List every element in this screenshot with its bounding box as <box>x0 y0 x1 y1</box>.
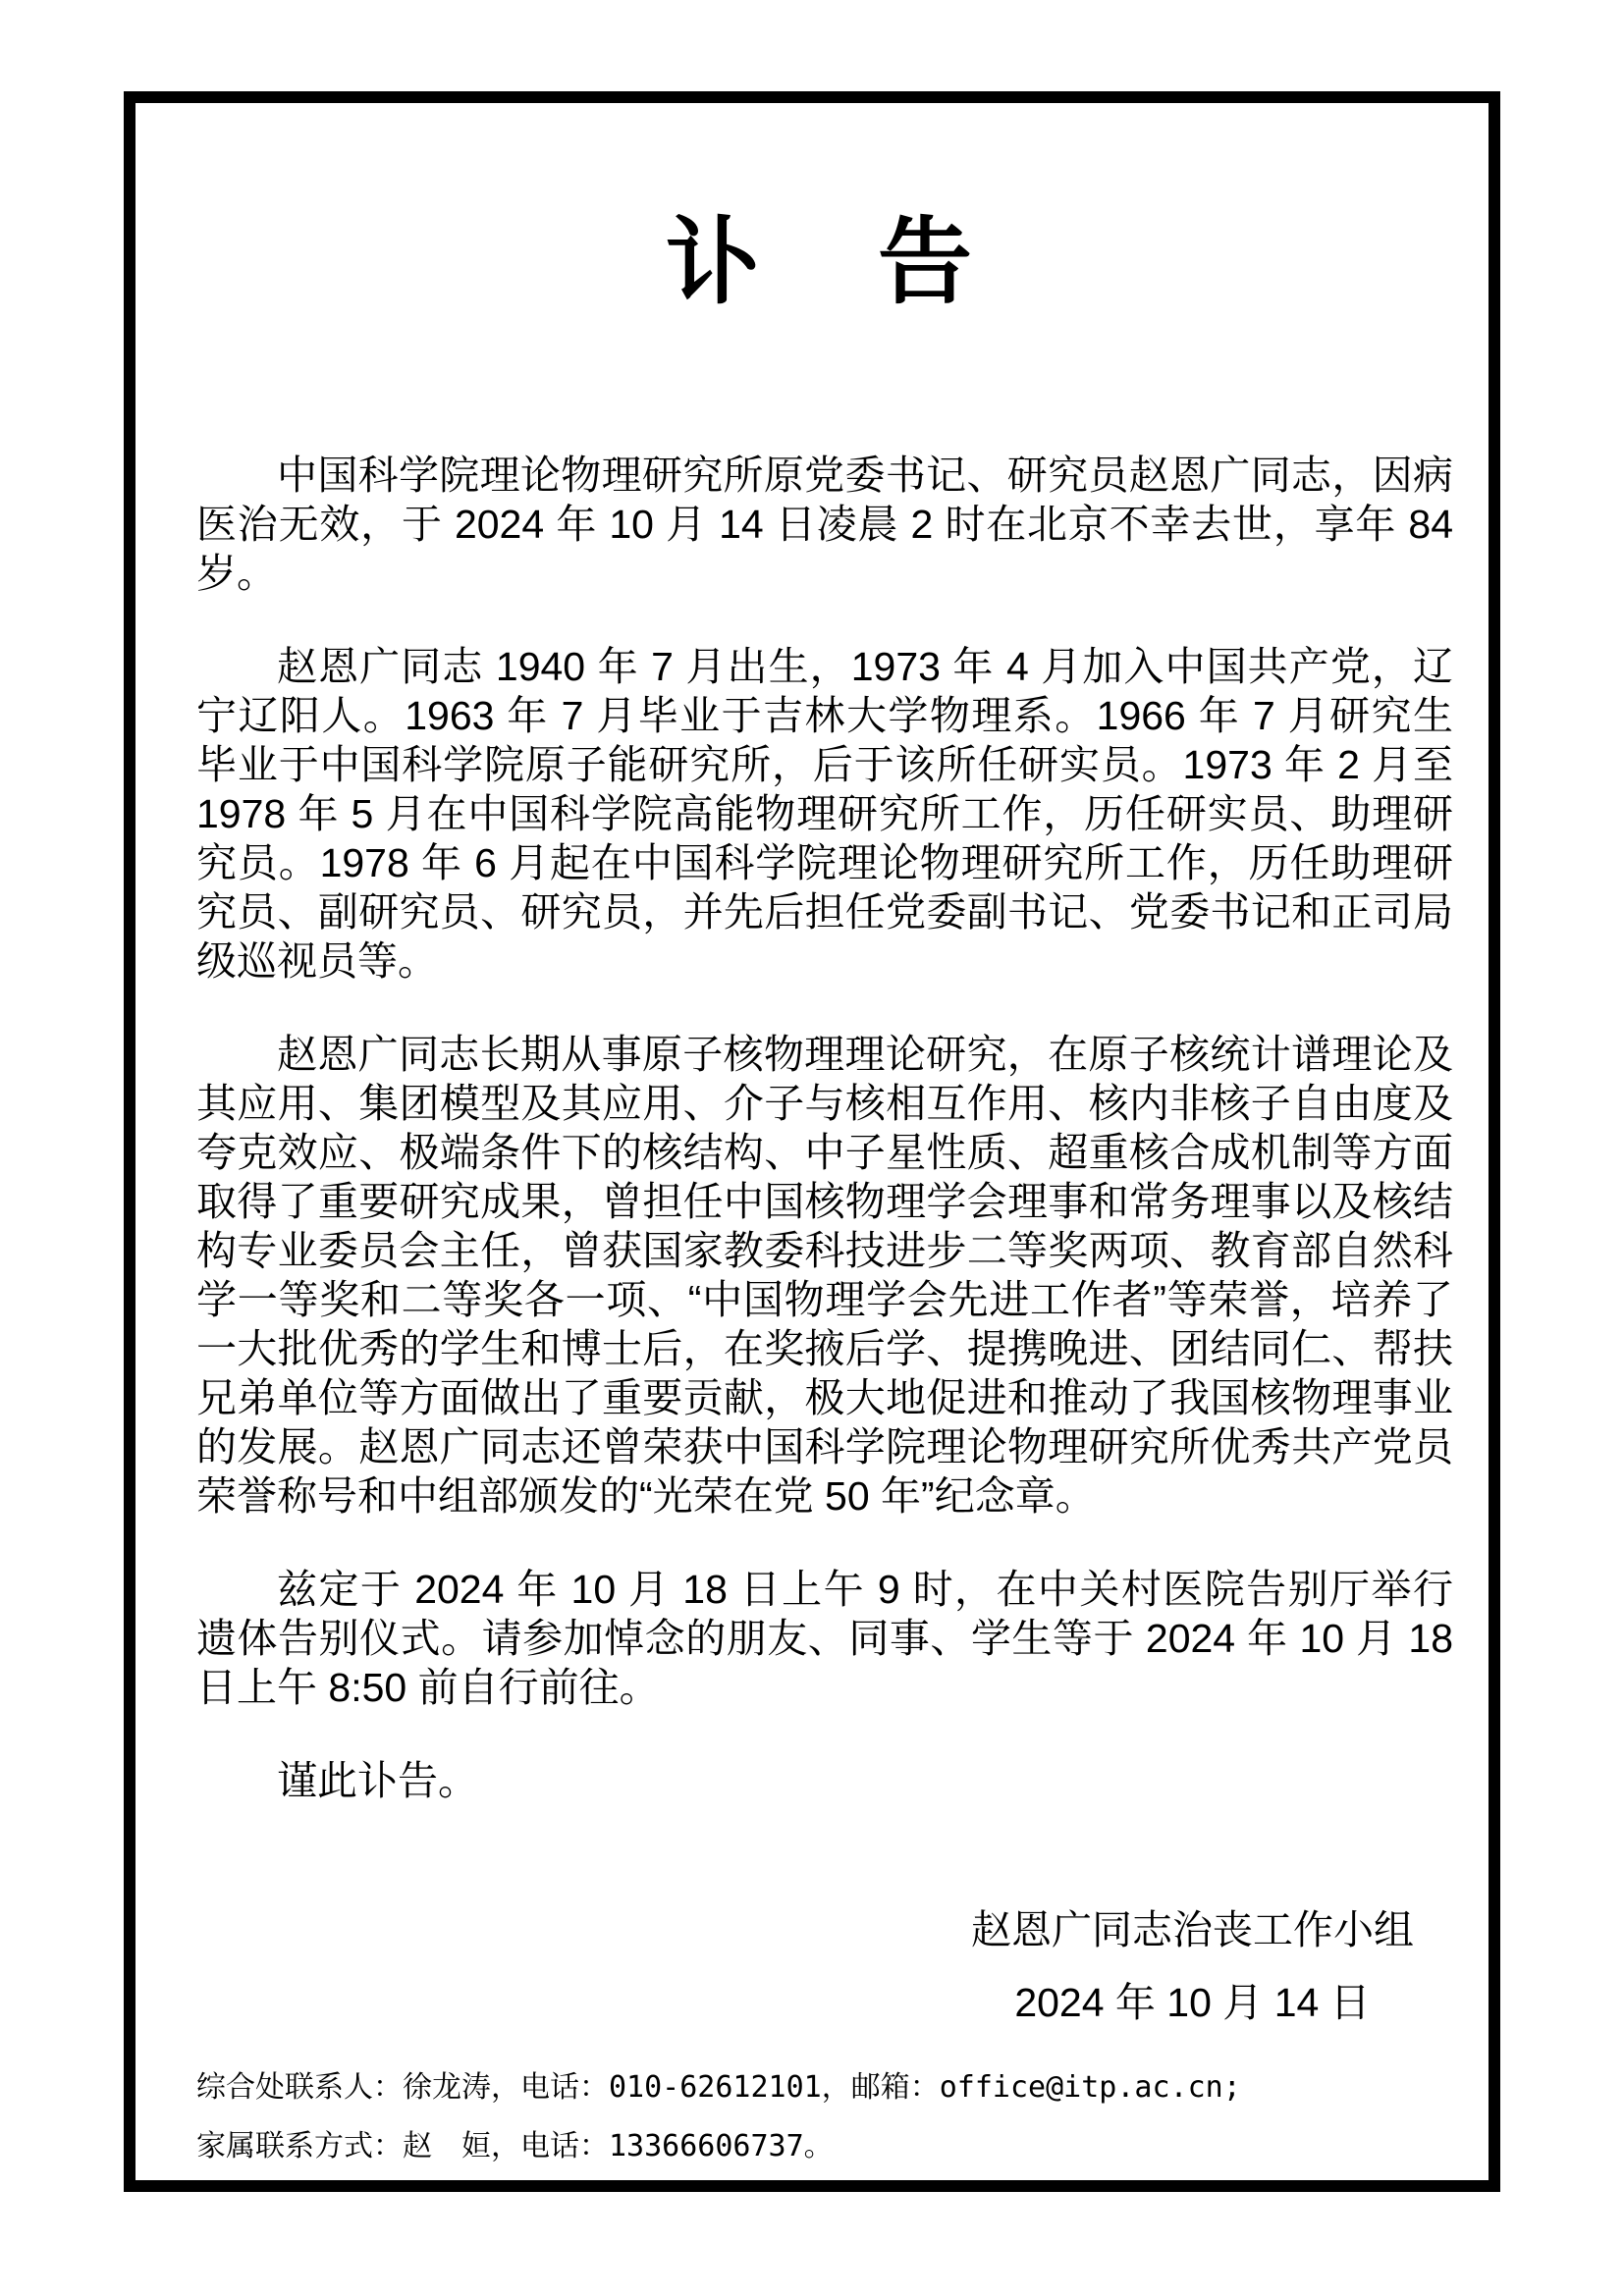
signature-date: 2024 年 10 月 14 日 <box>1014 1979 1371 2025</box>
paragraph-biography: 赵恩广同志 1940 年 7 月出生，1973 年 4 月加入中国共产党，辽宁辽阳人。1963 年 7 月毕业于吉林大学物理系。1966 年 7 月研究生毕业于中国科学院原子能研究所，后于该所任研实员。1973 年 2 月至 1978 年 5 月在中国科学院高能物理研究所工作，历任研实员、助理研究员。1978 年 6 月起在中国科学院理论物理研究所工作，历任助理研究员、副研究员、研究员，并先后担任党委副书记、党委书记和正司局级巡视员等。 <box>196 643 1453 984</box>
signature-inner <box>971 1905 1414 2027</box>
notice-title: 讣 告 <box>666 210 984 315</box>
contact-section <box>196 2064 1453 2170</box>
signature-block <box>196 1905 1453 2027</box>
contact-family-line: 家属联系方式：赵 姮，电话：13366606737。 <box>196 2128 834 2163</box>
paragraph-achievements: 赵恩广同志长期从事原子核物理理论研究，在原子核统计谱理论及其应用、集团模型及其应用、介子与核相互作用、核内非核子自由度及夸克效应、极端条件下的核结构、中子星性质、超重核合成机制等方面取得了重要研究成果，曾担任中国核物理学会理事和常务理事以及核结构专业委员会主任，曾获国家教委科技进步二等奖两项、教育部自然科学一等奖和二等奖各一项、“中国物理学会先进工作者”等荣誉，培养了一大批优秀的学生和博士后，在奖掖后学、提携晚进、团结同仁、帮扶兄弟单位等方面做出了重要贡献，极大地促进和推动了我国核物理事业的发展。赵恩广同志还曾荣获中国科学院理论物理研究所优秀共产党员荣誉称号和中组部颁发的“光荣在党 50 年”纪念章。 <box>196 1031 1453 1519</box>
paragraph-closing: 谨此讣告。 <box>277 1757 478 1803</box>
contact-office-line: 综合处联系人：徐龙涛，电话：010-62612101，邮箱：office@itp.ac.cn; <box>196 2069 1241 2105</box>
paragraph-memorial-arrangements: 兹定于 2024 年 10 月 18 日上午 9 时，在中关村医院告别厅举行遗体告别仪式。请参加悼念的朋友、同事、学生等于 2024 年 10 月 18 日上午 8:50 前自行前往。 <box>196 1566 1453 1710</box>
signature-group-name: 赵恩广同志治丧工作小组 <box>971 1906 1414 1952</box>
notice-frame <box>124 91 1500 2192</box>
paragraph-death-announcement: 中国科学院理论物理研究所原党委书记、研究员赵恩广同志，因病医治无效，于 2024 年 10 月 14 日凌晨 2 时在北京不幸去世，享年 84 岁。 <box>196 452 1453 596</box>
